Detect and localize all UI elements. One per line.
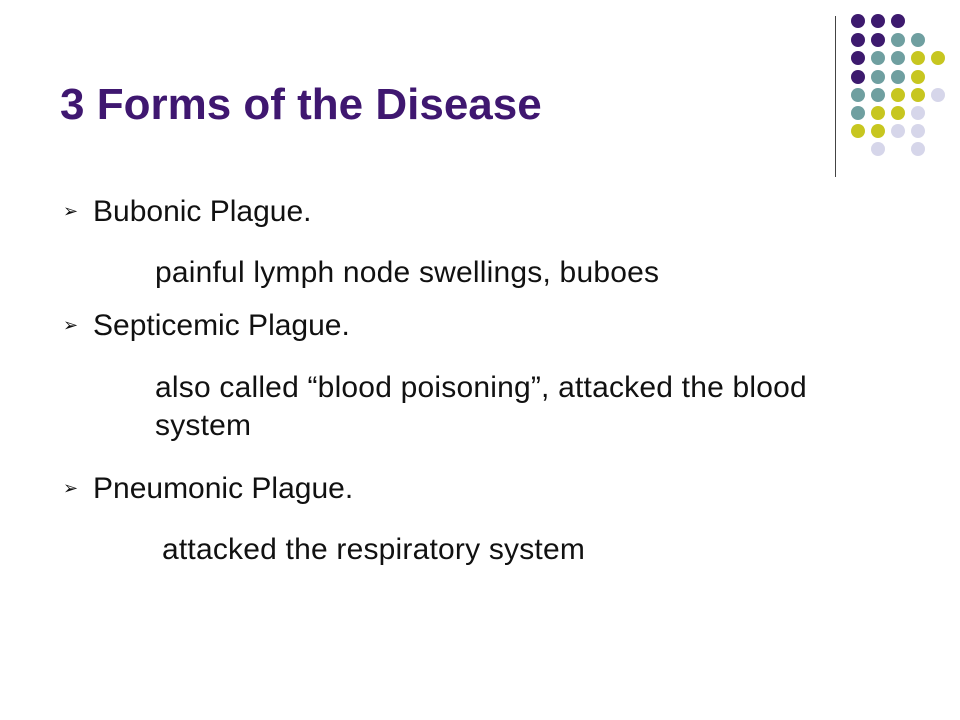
dot — [911, 88, 925, 102]
dot — [931, 51, 945, 65]
bullet-detail: painful lymph node swellings, buboes — [155, 256, 660, 289]
dot — [891, 124, 905, 138]
arrowhead-icon: ➢ — [63, 315, 79, 335]
dot — [911, 33, 925, 47]
dot — [891, 33, 905, 47]
dot — [871, 70, 885, 84]
dot — [911, 51, 925, 65]
dot — [891, 14, 905, 28]
dot — [891, 88, 905, 102]
dot — [871, 106, 885, 120]
arrowhead-icon: ➢ — [63, 201, 79, 221]
vertical-divider — [835, 16, 836, 177]
dot — [871, 88, 885, 102]
dot — [871, 51, 885, 65]
dot — [911, 106, 925, 120]
dot — [851, 88, 865, 102]
dot — [871, 142, 885, 156]
arrowhead-icon: ➢ — [63, 478, 79, 498]
dot — [851, 51, 865, 65]
bullet-detail: also called “blood poisoning”, attacked the blood system — [155, 371, 807, 442]
slide-title: 3 Forms of the Disease — [60, 80, 542, 129]
bullet-label: Pneumonic Plague. — [93, 472, 354, 505]
bullet-detail: attacked the respiratory system — [162, 533, 586, 566]
dot — [871, 14, 885, 28]
dot — [911, 124, 925, 138]
dot — [851, 124, 865, 138]
bullet-label: Septicemic Plague. — [93, 309, 350, 342]
dot — [851, 33, 865, 47]
bullet-item — [63, 309, 350, 343]
dot — [911, 142, 925, 156]
dot — [871, 124, 885, 138]
dot — [851, 14, 865, 28]
bullet-item — [63, 472, 353, 506]
dot — [851, 106, 865, 120]
dot — [891, 106, 905, 120]
dot — [931, 88, 945, 102]
bullet-item — [63, 195, 312, 229]
dot — [891, 51, 905, 65]
dot — [851, 70, 865, 84]
dot — [891, 70, 905, 84]
dot — [871, 33, 885, 47]
bullet-label: Bubonic Plague. — [93, 195, 312, 228]
dot — [911, 70, 925, 84]
